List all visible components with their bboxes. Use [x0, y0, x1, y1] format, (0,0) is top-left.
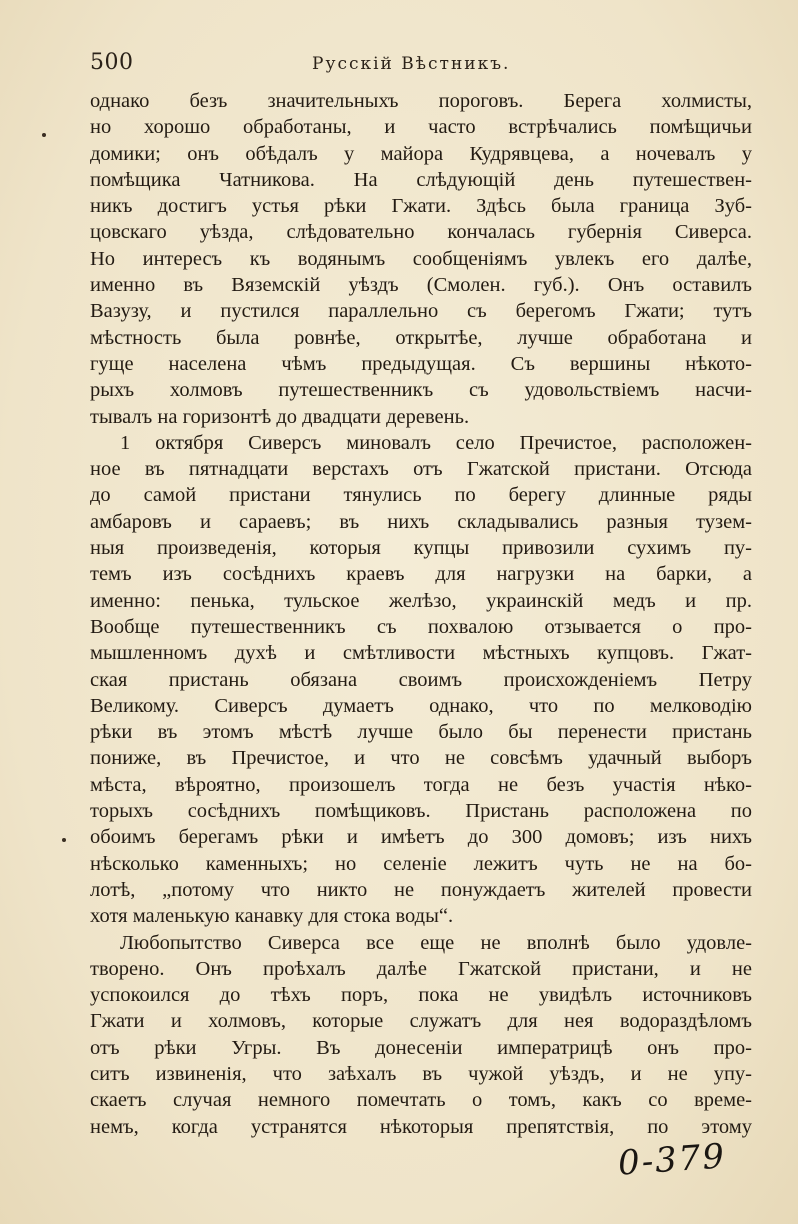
text-line: Великому. Сиверсъ думаетъ однако, что по мелководію — [90, 694, 752, 717]
text-line: отъ рѣки Угры. Въ донесеніи императрицѣ онъ про- — [90, 1036, 752, 1059]
page-number: 500 — [90, 50, 134, 75]
text-line: мѣста, вѣроятно, произошелъ тогда не безъ участія нѣко- — [90, 773, 752, 796]
text-line: скаетъ случая немного помечтать о томъ, какъ со време- — [90, 1089, 752, 1112]
text-line: гуще населена чѣмъ предыдущая. Съ вершины нѣкото- — [90, 352, 752, 375]
text-line: но хорошо обработаны, и часто встрѣчались помѣщичьи — [90, 116, 752, 139]
text-line: рыхъ холмовъ путешественникъ съ удовольствіемъ насчи- — [90, 379, 752, 402]
text-line: творено. Онъ проѣхалъ далѣе Гжатской пристани, и не — [90, 957, 752, 980]
text-line: нѣсколько каменныхъ; но селеніе лежитъ чуть не на бо- — [90, 852, 752, 875]
text-line: Но интересъ къ водянымъ сообщеніямъ увлекъ его далѣе, — [90, 247, 752, 270]
text-line: рѣки въ этомъ мѣстѣ лучше было бы перенести пристань — [90, 721, 752, 744]
text-line: именно: пенька, тульское желѣзо, украинскій медъ и пр. — [90, 589, 752, 612]
text-line: амбаровъ и сараевъ; въ нихъ складывались разныя тузем- — [90, 510, 752, 533]
body-text — [90, 88, 752, 1140]
text-line: пониже, въ Пречистое, и что не совсѣмъ удачный выборъ — [90, 747, 752, 770]
text-line: Гжати и холмовъ, которые служатъ для нея водораздѣломъ — [90, 1010, 752, 1033]
text-line: до самой пристани тянулись по берегу длинные ряды — [90, 484, 752, 507]
text-line: никъ достигъ устья рѣки Гжати. Здѣсь была граница Зуб- — [90, 195, 752, 218]
ink-speck — [42, 133, 46, 137]
text-line: Любопытство Сиверса все еще не вполнѣ было удовле- — [120, 931, 752, 954]
text-line: ская пристань обязана своимъ происхожденіемъ Петру — [90, 668, 752, 691]
ink-speck — [62, 838, 66, 842]
text-line: хотя маленькую канавку для стока воды“. — [90, 905, 454, 928]
text-line: лотѣ, „потому что никто не понуждаетъ жителей провести — [90, 878, 752, 901]
text-line: успокоился до тѣхъ поръ, пока не увидѣлъ источниковъ — [90, 984, 752, 1007]
text-line: обоимъ берегамъ рѣки и имѣетъ до 300 домовъ; изъ нихъ — [90, 826, 752, 849]
text-line: темъ изъ сосѣднихъ краевъ для нагрузки на барки, а — [90, 563, 752, 586]
page-header — [90, 50, 750, 80]
text-line: ное въ пятнадцати верстахъ отъ Гжатской пристани. Отсюда — [90, 458, 752, 481]
text-line: Вообще путешественникъ съ похвалою отзывается о про- — [90, 615, 752, 638]
text-line: 1 октября Сиверсъ миновалъ село Пречистое, расположен- — [120, 431, 752, 454]
text-line: цовскаго уѣзда, слѣдовательно кончалась губернія Сиверса. — [90, 221, 752, 244]
text-line: ситъ извиненія, что заѣхалъ въ чужой уѣздъ, и не упу- — [90, 1062, 752, 1085]
text-line: торыхъ сосѣднихъ помѣщиковъ. Пристань расположена по — [90, 800, 752, 823]
text-line: тывалъ на горизонтѣ до двадцати деревень. — [90, 405, 470, 428]
text-line: однако безъ значительныхъ пороговъ. Берега холмисты, — [90, 90, 752, 112]
text-line: Вазузу, и пустился параллельно съ берегомъ Гжати; тутъ — [90, 300, 752, 323]
text-line: мышленномъ духѣ и смѣтливости мѣстныхъ купцовъ. Гжат- — [90, 642, 752, 665]
text-line: ныя произведенія, которыя купцы привозили сухимъ пу- — [90, 537, 752, 560]
handwritten-shelf-mark: 0-379 — [616, 1136, 728, 1184]
text-line: помѣщика Чатникова. На слѣдующій день путешествен- — [90, 168, 752, 191]
text-line: именно въ Вяземскій уѣздъ (Смолен. губ.). Онъ оставилъ — [90, 274, 752, 297]
running-title: Русскій Вѣстникъ. — [312, 54, 511, 74]
text-line: мѣстность была ровнѣе, открытѣе, лучше обработана и — [90, 326, 752, 349]
text-line: домики; онъ обѣдалъ у майора Кудрявцева, а ночевалъ у — [90, 142, 752, 165]
text-line: немъ, когда устранятся нѣкоторыя препятствія, по этому — [90, 1115, 752, 1138]
